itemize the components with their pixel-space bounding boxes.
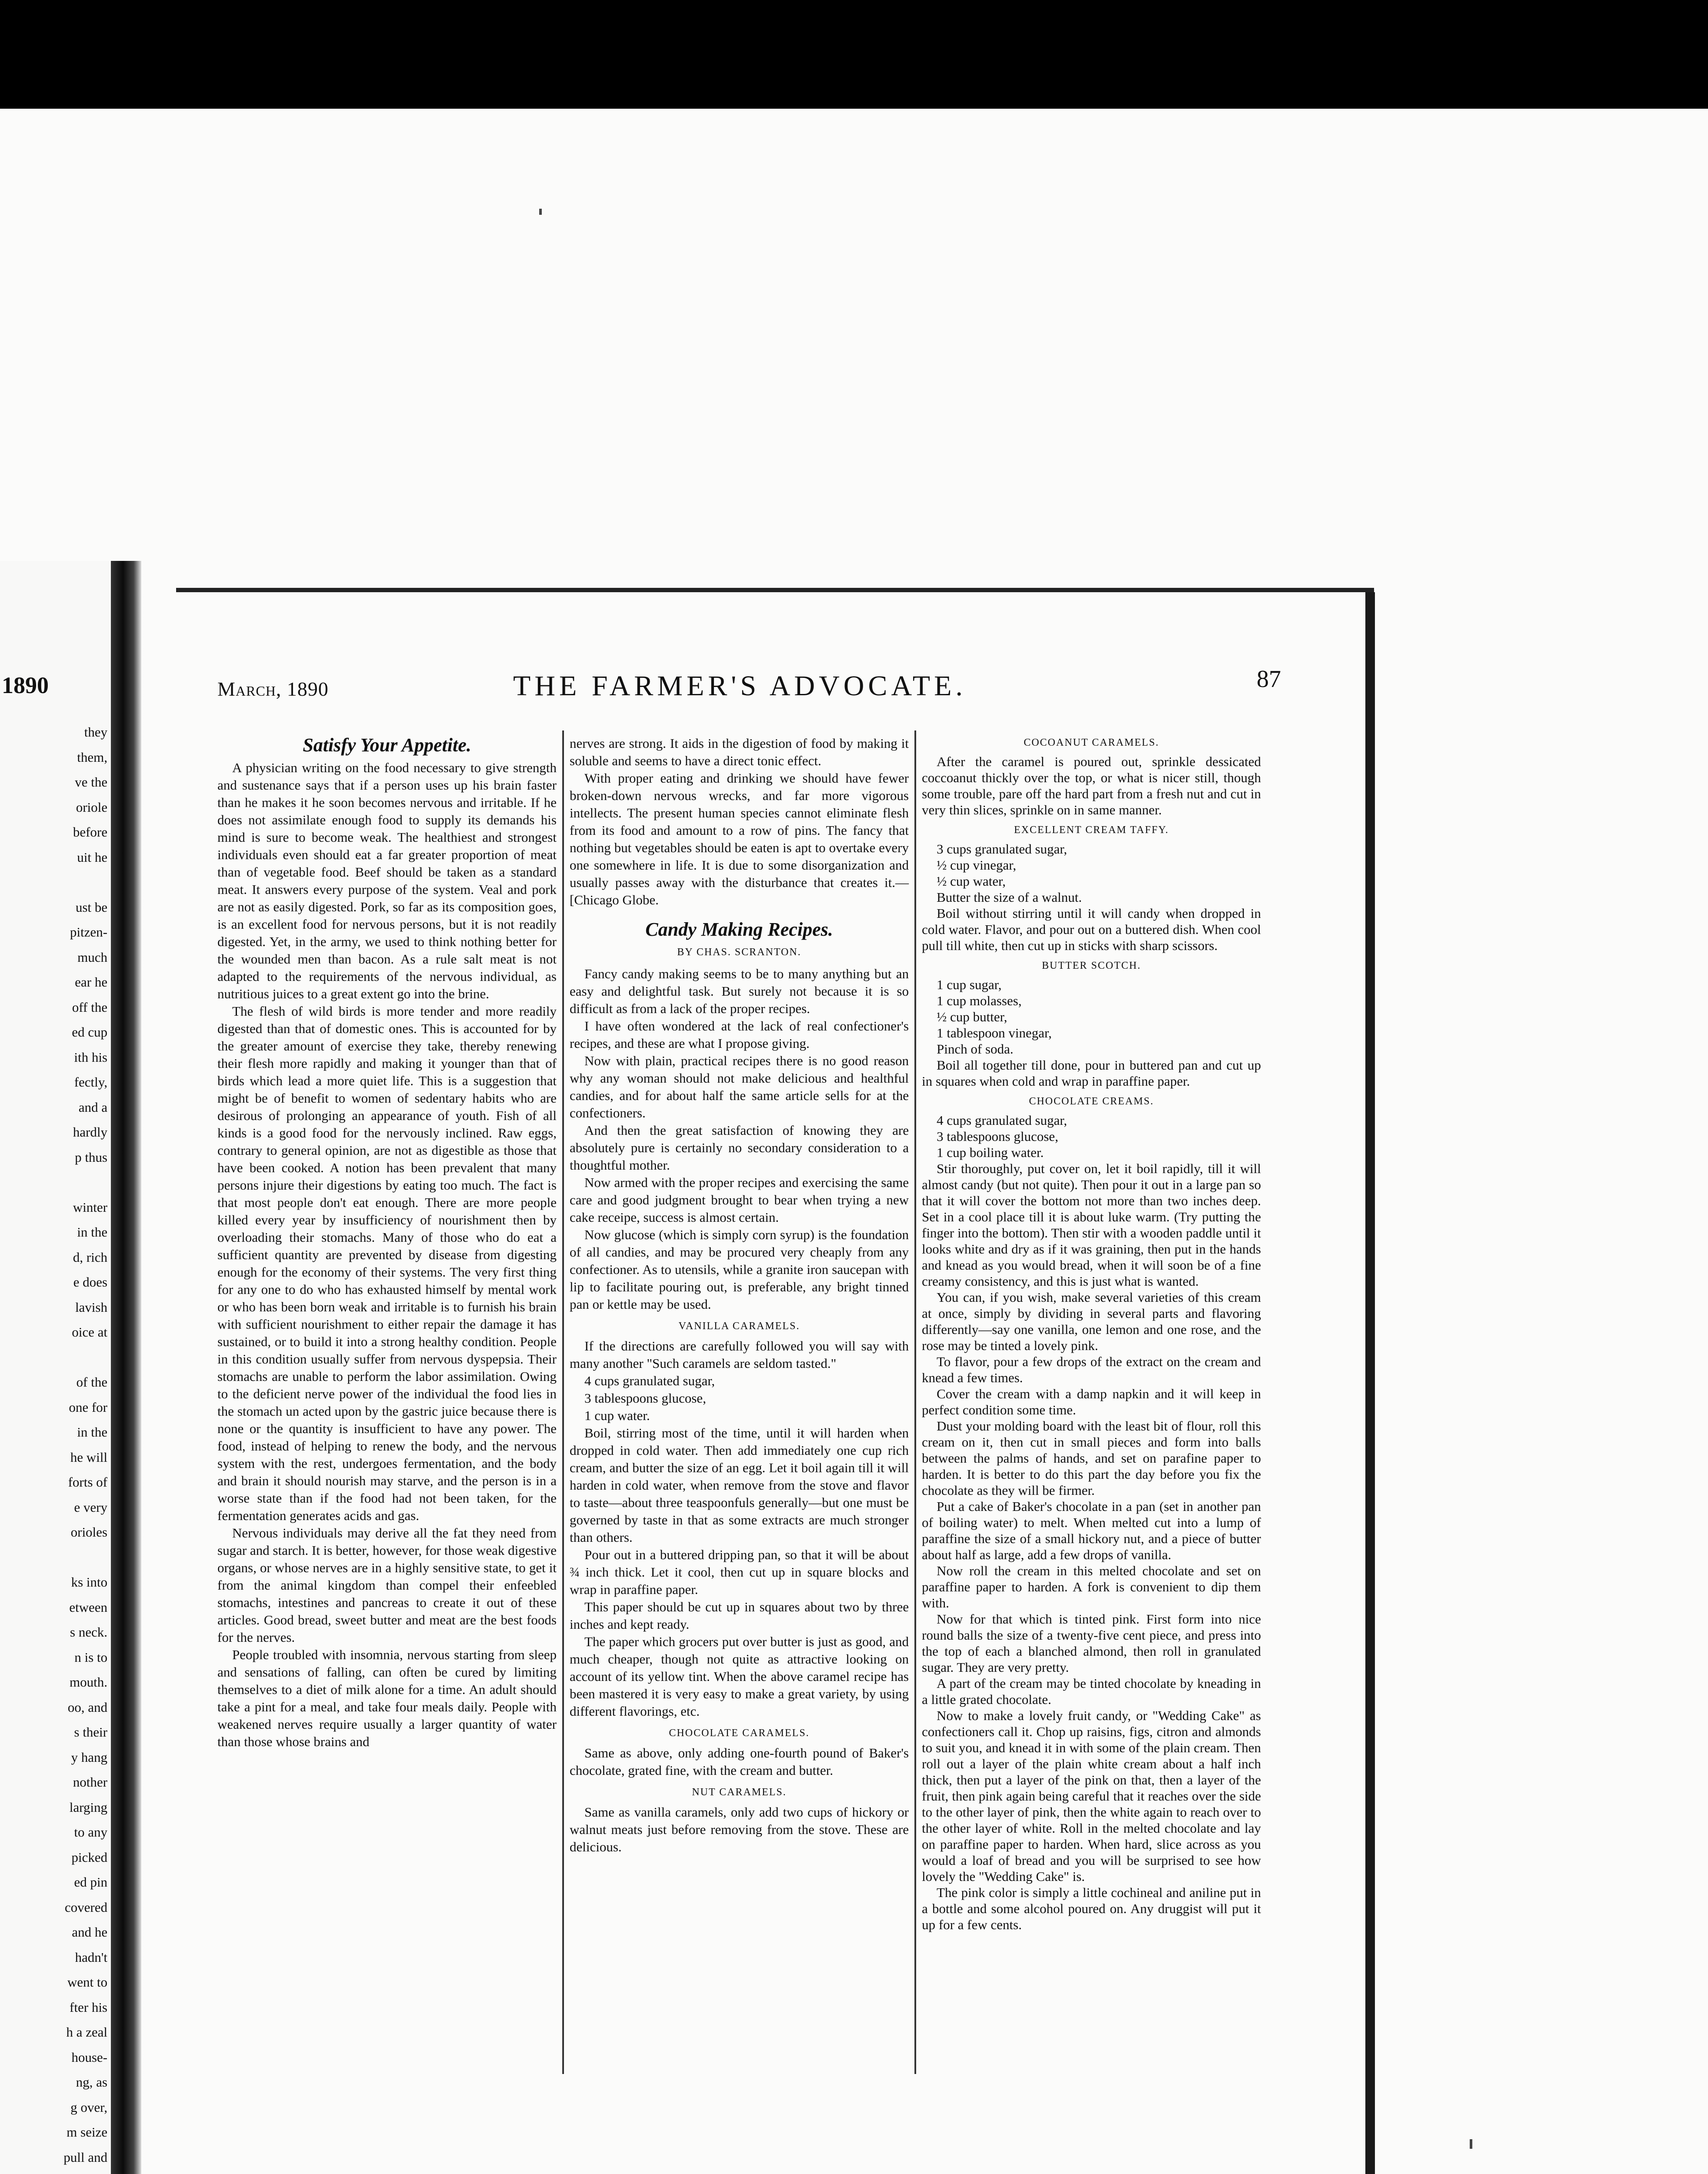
left-page-line: e very (74, 1499, 107, 1515)
left-page-line: larging (69, 1799, 107, 1815)
column-divider (562, 730, 564, 2074)
ingredient: 1 cup sugar, (937, 977, 1002, 992)
left-page-line: hardly (73, 1124, 107, 1140)
left-page-line: d, rich (73, 1249, 107, 1265)
left-page-line: s neck. (70, 1624, 107, 1640)
column-2 (570, 735, 909, 1856)
ingredient: 3 tablespoons glucose, (584, 1390, 706, 1406)
column-3 (922, 735, 1261, 1933)
left-page-line: y hang (71, 1749, 107, 1765)
left-page-line: ed cup (72, 1024, 107, 1040)
recipe-title: COCOANUT CARAMELS. (1024, 737, 1159, 748)
left-page-line: etween (69, 1599, 107, 1615)
page-header (217, 666, 1296, 709)
ingredient: Pinch of soda. (937, 1041, 1014, 1057)
left-page-line: oriole (76, 799, 107, 815)
paragraph: People troubled with insomnia, nervous starting from sleep and sensations of falling, can often be cured by limiting themselves to a diet of milk alone for a time. An adult should take a pint for a meal, and take four meals daily. People with weakened nerves require usually a larger quantity of water than those whose brains and (217, 1647, 557, 1749)
left-page-line: hadn't (75, 1949, 107, 1965)
left-page-fragment (0, 561, 111, 2174)
left-page-line: mouth. (70, 1674, 107, 1690)
paragraph: You can, if you wish, make several varieties of this cream at once, simply by dividing in several parts and flavoring differently—say one vanilla, one lemon and one rose, and the rose may be tinted a lovely pink. (922, 1290, 1261, 1353)
left-page-line (0, 870, 107, 895)
left-page-line: of the (76, 1374, 107, 1390)
left-page-line: he will (70, 1449, 107, 1465)
ingredient: 4 cups granulated sugar, (584, 1373, 715, 1388)
left-page-line: ng, as (76, 2074, 107, 2090)
left-page-line: they (84, 724, 107, 740)
left-page-text (0, 720, 111, 2174)
paragraph: Boil without stirring until it will candy when dropped in cold water. Flavor, and pour out on a buttered dish. When cool pull till white, then cut up in sticks with sharp scissors. (922, 906, 1261, 953)
left-page-line: in the (77, 1224, 107, 1240)
article-heading: Satisfy Your Appetite. (303, 734, 471, 756)
ingredient: ½ cup vinegar, (937, 857, 1016, 873)
paragraph: A physician writing on the food necessary to give strength and sustenance says that if a person uses up his brain faster than he makes it he soon becomes nervous and irritable. If he does not assimilate enough food to supply its demands his mind is sure to become weak. The healthiest and strongest individuals even should eat a far greater proportion of meat than of vegetable food. Beef should be taken as a standard meat. It answers every purpose of the system. Veal and pork are not as easily digested. Pork, so far as its composition goes, is an excellent food for nervous persons, but it is not readily digested. Yet, in the army, we used to think nothing better for the wounded men than bacon. As a rule salt meat is not adapted to the requirements of the nervous individual, as nutritious juices to a great extent go into the brine. (217, 760, 557, 1001)
paragraph: Boil all together till done, pour in buttered pan and cut up in squares when cold and wrap in paraffine paper. (922, 1057, 1261, 1089)
left-page-line (0, 2170, 107, 2174)
left-page-line: lavish (75, 1299, 107, 1315)
column-1 (217, 735, 557, 1751)
paragraph: Stir thoroughly, put cover on, let it boil rapidly, till it will almost candy (but not quite). Then pour it out in a large pan so that it will cover the bottom not more than two inches deep. Set in a cool place till it is about luke warm. (Try putting the finger into the bottom). Then stir with a wooden paddle until it looks white and dry as if it was graining, then put in the hands and knead as you would bread, when it will soon be of a fine creamy consistency, and this is just what is wanted. (922, 1161, 1261, 1289)
left-page-line: ks into (71, 1574, 107, 1590)
left-page-line: to any (74, 1824, 107, 1840)
left-page-line: fectly, (74, 1074, 107, 1090)
left-page-line (0, 1545, 107, 1570)
paragraph: Now armed with the proper recipes and exercising the same care and good judgment brought to bear when trying a new cake receipe, success is almost certain. (570, 1175, 909, 1225)
article-byline: BY CHAS. SCRANTON. (677, 947, 801, 958)
left-page-line: n is to (74, 1649, 107, 1665)
left-page-line: pull and (63, 2149, 107, 2165)
scan-speck (539, 209, 542, 215)
left-page-line: ed pin (74, 1874, 107, 1890)
left-page-line: oice at (72, 1324, 107, 1340)
left-page-line: picked (71, 1849, 107, 1865)
paragraph: Now to make a lovely fruit candy, or "Wedding Cake" as confectioners call it. Chop up raisins, figs, citron and almonds to suit you, and knead it in with some of the plain cream. Then roll out a layer of the plain white cream about a half inch thick, then put a layer of the pink on that, then a layer of the fruit, then pink again being careful that it reaches over the side to the other layer of pink, then the white again to reach over to the other layer of white. Roll in the melted chocolate and lay on paraffine paper to harden. When hard, slice across as you would a loaf of bread and you will be surprised to see how lovely the "Wedding Cake" is. (922, 1708, 1261, 1884)
left-page-line (0, 1170, 107, 1195)
paragraph: nerves are strong. It aids in the digestion of food by making it soluble and seems to have a direct tonic effect. (570, 736, 909, 768)
page-number: 87 (1257, 666, 1281, 693)
left-page-line (0, 1345, 107, 1370)
left-page-line: and he (72, 1924, 107, 1940)
paragraph: Fancy candy making seems to be to many anything but an easy and delightful task. But surely not because it is so difficult as from a lack of the proper recipes. (570, 966, 909, 1016)
recipe-title: CHOCOLATE CREAMS. (1029, 1096, 1154, 1107)
paragraph: This paper should be cut up in squares about two by three inches and kept ready. (570, 1599, 909, 1632)
left-page-line: oo, and (67, 1699, 107, 1715)
left-page-line: uit he (77, 849, 107, 865)
page-right-edge (1365, 592, 1375, 2174)
left-page-line: ust be (75, 899, 107, 915)
paragraph: Now with plain, practical recipes there is no good reason why any woman should not make delicious and healthful candies, and for about half the same article sells for at the confectioners. (570, 1053, 909, 1120)
paragraph: The pink color is simply a little cochineal and aniline put in a bottle and some alcohol poured on. Any druggist will put it up for a few cents. (922, 1885, 1261, 1932)
paragraph: Now for that which is tinted pink. First form into nice round balls the size of a twenty-five cent piece, and press into the top of each a blanched almond, then roll in granulated sugar. They are very pretty. (922, 1611, 1261, 1675)
left-page-line: ith his (74, 1049, 107, 1065)
left-page-year: 1890 (2, 672, 49, 698)
paragraph: Dust your molding board with the least bit of flour, roll this cream on it, then cut in small pieces and form into balls between the palms of hands, and set on parafine paper to harden. It is better to do this part the day before you fix the chocolate as they will be firmer. (922, 1418, 1261, 1498)
recipe-title: NUT CARAMELS. (692, 1787, 787, 1798)
paragraph: Cover the cream with a damp napkin and it will keep in perfect condition some time. (922, 1386, 1261, 1417)
left-page-line: off the (72, 999, 107, 1015)
paragraph: I have often wondered at the lack of real confectioner's recipes, and these are what I propose giving. (570, 1018, 909, 1051)
left-page-line: covered (64, 1899, 107, 1915)
left-page-line: s their (74, 1724, 107, 1740)
left-page-line: them, (77, 749, 107, 765)
ingredient: 1 cup molasses, (937, 993, 1022, 1008)
left-page-line: winter (73, 1199, 107, 1215)
ingredient: 1 cup water. (584, 1408, 650, 1423)
left-page-line: fter his (70, 1999, 107, 2015)
scan-speck (1470, 2139, 1472, 2149)
ingredient: ½ cup butter, (937, 1009, 1007, 1024)
paragraph: Same as above, only adding one-fourth pound of Baker's chocolate, grated fine, with the cream and butter. (570, 1745, 909, 1778)
paragraph: Now glucose (which is simply corn syrup) is the foundation of all candies, and may be procured very cheaply from any confectioner. As to utensils, while a granite iron saucepan with lip to facilitate pouring out, is preferable, any bright tinned pan or kettle may be used. (570, 1227, 909, 1312)
left-page-line: before (73, 824, 107, 840)
paragraph: If the directions are carefully followed you will say with many another "Such caramels are seldom tasted." (570, 1338, 909, 1371)
left-page-line: house- (71, 2049, 107, 2065)
ingredient: 1 cup boiling water. (937, 1145, 1044, 1160)
left-page-line: g over, (70, 2099, 107, 2115)
ingredient: 3 cups granulated sugar, (937, 841, 1068, 857)
book-spine (111, 561, 141, 2174)
masthead-title: THE FARMER'S ADVOCATE. (513, 670, 967, 702)
paragraph: To flavor, pour a few drops of the extract on the cream and knead a few times. (922, 1354, 1261, 1385)
ingredient: ½ cup water, (937, 874, 1006, 889)
left-page-line: forts of (68, 1474, 107, 1490)
ingredient: 1 tablespoon vinegar, (937, 1025, 1052, 1040)
left-page-line: pitzen- (70, 924, 107, 940)
left-page-line: p thus (75, 1149, 107, 1165)
left-page-line: and a (78, 1099, 107, 1115)
paragraph: Same as vanilla caramels, only add two cups of hickory or walnut meats just before removing from the stove. These are delicious. (570, 1804, 909, 1854)
left-page-line: went to (67, 1974, 107, 1990)
left-page-line: nother (73, 1774, 107, 1790)
left-page-line: orioles (70, 1524, 107, 1540)
paragraph: Now roll the cream in this melted chocolate and set on paraffine paper to harden. A fork is convenient to dip them with. (922, 1563, 1261, 1610)
paragraph: Boil, stirring most of the time, until it will harden when dropped in cold water. Then add immediately one cup rich cream, and butter the size of an egg. Let it boil again till it will harden in cold water, when remove from the stove and flavor to taste—about three teaspoonfuls generally—but one must be governed by taste in that as some extracts are much stronger than others. (570, 1425, 909, 1545)
paragraph: Nervous individuals may derive all the fat they need from sugar and starch. It is better, however, for those weak digestive organs, or whose nerves are in a highly sensitive state, to get it from the animal kingdom than compel their enfeebled stomachs, intestines and pancreas to create it out of these articles. Good bread, sweet butter and meat are the best foods for the nerves. (217, 1525, 557, 1645)
newspaper-page (176, 600, 1365, 2174)
recipe-title: BUTTER SCOTCH. (1041, 960, 1141, 971)
paragraph: With proper eating and drinking we should have fewer broken-down nervous wrecks, and far more vigorous intellects. The present human species cannot eliminate flesh from its food and amount to a row of pins. The fancy that nothing but vegetables should be eaten is apt to overtake every one somewhere in life. It is due to some disorganization and usually passes away with the disturbance that creates it.—[Chicago Globe. (570, 770, 909, 907)
paragraph: A part of the cream may be tinted chocolate by kneading in a little grated chocolate. (922, 1676, 1261, 1707)
paragraph: Pour out in a buttered dripping pan, so that it will be about ¾ inch thick. Let it cool, then cut up in square blocks and wrap in paraffine paper. (570, 1547, 909, 1597)
recipe-title: EXCELLENT CREAM TAFFY. (1014, 824, 1169, 836)
left-page-line: h a zeal (66, 2024, 107, 2040)
left-page-line: in the (77, 1424, 107, 1440)
issue-date: March, 1890 (217, 678, 329, 700)
ingredient: 3 tablespoons glucose, (937, 1129, 1058, 1144)
left-page-line: ear he (75, 974, 107, 990)
paragraph: And then the great satisfaction of knowing they are absolutely pure is certainly no secondary consideration to a thoughtful mother. (570, 1123, 909, 1173)
left-page-line: much (77, 949, 107, 965)
left-page-line: one for (69, 1399, 107, 1415)
recipe-title: VANILLA CARAMELS. (678, 1320, 800, 1332)
paragraph: The flesh of wild birds is more tender and more readily digested than that of domestic ones. This is accounted for by the greater amount of exercise they take, thereby renewing their flesh more rapidly and making it younger than that of birds which lead a more quiet life. This is a suggestion that might be of benefit to women of sedentary habits who are desirous of prolonging an appearance of youth. Fish of all kinds is a good food for the nervously inclined. Raw eggs, contrary to general opinion, are not as digestible as those that have been cooked. A notion has been prevalent that many persons injure their digestions by eating too much. The fact is that most people don't eat enough. There are more people killed every year by insufficiency of nourishment then by overloading their stomachs. Many of those who do eat a sufficient quantity are prevented by disease from digesting enough for the economy of their systems. The very first thing for any one to do who has exhausted himself by mental work or who has been born weak and irritable is to furnish his brain with sufficient nourishment to either repair the damage it has sustained, or to build it into a strong healthy condition. People in this condition usually suffer from nervous dyspepsia. Their stomachs are unable to perform the labor assimilation. Owing to the deficient nerve power of the individual the food lies in the stomach un acted upon by the gastric juice because there is none or the quantity is insufficient to have any power. The food, instead of helping to renew the body, and the nervous system with the rest, undergoes fermentation, and the body and brain it should nourish may starve, and the person is in a worse state than if the food had not been taken, for the fermentation generates acids and gas. (217, 1004, 557, 1523)
paragraph: After the caramel is poured out, sprinkle dessicated coccoanut thickly over the top, or what is nicer still, though some trouble, pare off the hard part from a fresh nut and cut in very thin slices, sprinkle on in same manner. (922, 754, 1261, 817)
left-page-line: ve the (75, 774, 107, 790)
page-top-rule (176, 588, 1374, 592)
ingredient: 4 cups granulated sugar, (937, 1113, 1068, 1128)
column-divider (914, 730, 916, 2074)
article-heading: Candy Making Recipes. (645, 919, 833, 940)
paragraph: Put a cake of Baker's chocolate in a pan (set in another pan of boiling water) to melt. When melted cut into a lump of paraffine the size of a small hickory nut, and a piece of butter about half as large, add a few drops of vanilla. (922, 1499, 1261, 1562)
recipe-title: CHOCOLATE CARAMELS. (669, 1727, 810, 1739)
ingredient: Butter the size of a walnut. (937, 890, 1082, 905)
paragraph: The paper which grocers put over butter is just as good, and much cheaper, though not quite as attractive looking on account of its yellow tint. When the above caramel recipe has been mastered it is very easy to make a great variety, by using different flavorings, etc. (570, 1634, 909, 1719)
left-page-line: m seize (67, 2124, 107, 2140)
left-page-line: e does (73, 1274, 107, 1290)
